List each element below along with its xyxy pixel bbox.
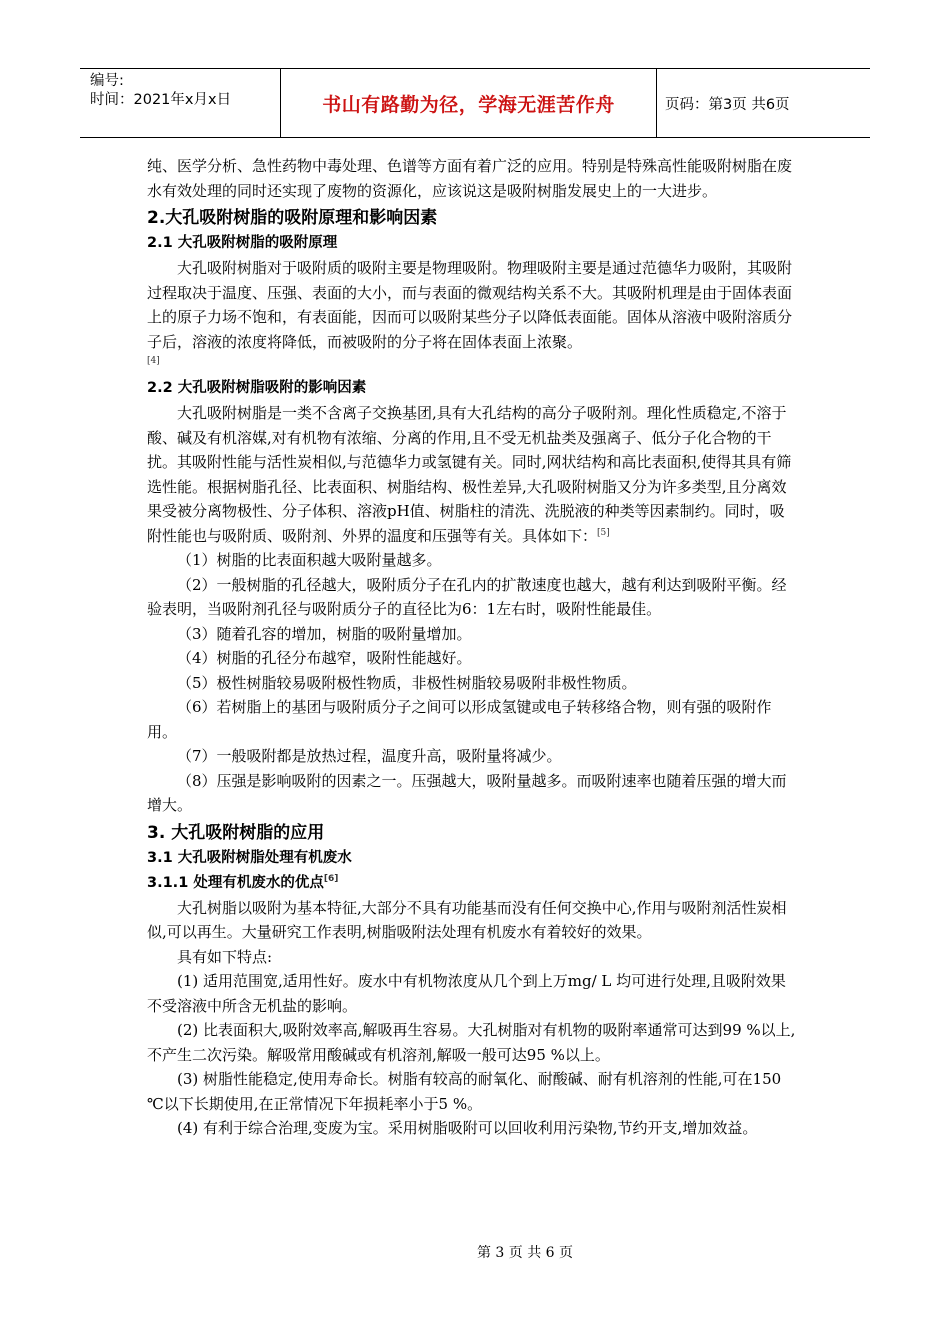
section-2-2-heading: 2.2 大孔吸附树脂吸附的影响因素 — [147, 380, 367, 396]
header-page-info: 页码：第3页 共6页 — [665, 96, 790, 113]
section-2-2-paragraph — [147, 401, 799, 548]
section-2-1-citation: [4] — [147, 356, 160, 366]
header-number-label: 编号: — [90, 73, 124, 89]
section-3-heading: 3. 大孔吸附树脂的应用 — [147, 822, 325, 843]
list-item: （8）压强是影响吸附的因素之一。压强越大，吸附量越多。而吸附速率也随着压强的增大而增大。 — [147, 771, 787, 814]
page-header — [80, 68, 870, 138]
section-3-1-heading: 3.1 大孔吸附树脂处理有机废水 — [147, 849, 352, 866]
list-item: (4) 有利于综合治理,变废为宝。采用树脂吸附可以回收利用污染物,节约开支,增加效益。 — [177, 1119, 758, 1137]
section-3-1-1-lead: 具有如下特点: — [177, 947, 273, 966]
header-time-label: 时间：2021年x月x日 — [90, 92, 232, 108]
header-motto: 书山有路勤为径，学海无涯苦作舟 — [280, 69, 657, 137]
list-item: （7）一般吸附都是放热过程，温度升高，吸附量将减少。 — [177, 747, 562, 765]
section-2-2-citation: [5] — [597, 527, 610, 538]
list-item: （4）树脂的孔径分布越窄，吸附性能越好。 — [177, 649, 472, 667]
section-2-1-paragraph — [147, 256, 799, 354]
intro-paragraph: 纯、医学分析、急性药物中毒处理、色谱等方面有着广泛的应用。特别是特殊高性能吸附树脂在废水有效处理的同时还实现了废物的资源化，应该说这是吸附树脂发展史上的一大进步。 — [147, 157, 793, 200]
section-2-heading: 2.大孔吸附树脂的吸附原理和影响因素 — [147, 208, 438, 228]
footer-page-label: 第 3 页 共 6 页 — [476, 1245, 574, 1261]
section-2-1-heading: 2.1 大孔吸附树脂的吸附原理 — [147, 235, 338, 251]
list-item: （6）若树脂上的基团与吸附质分子之间可以形成氢键或电子转移络合物，则有强的吸附作用。 — [147, 698, 772, 741]
list-item: （1）树脂的比表面积越大吸附量越多。 — [177, 551, 442, 569]
document-body — [147, 154, 799, 1141]
section-3-1-1-heading — [147, 871, 799, 896]
list-item: （2）一般树脂的孔径越大，吸附质分子在孔内的扩散速度也越大，越有利达到吸附平衡。经验表明，当吸附剂孔径与吸附质分子的直径比为6：1左右时，吸附性能最佳。 — [147, 575, 787, 618]
list-item: (1) 适用范围宽,适用性好。废水中有机物浓度从几个到上万mg/ L 均可进行处理,且吸附效果不受溶液中所含无机盐的影响。 — [147, 972, 786, 1015]
section-2-1-text: 大孔吸附树脂对于吸附质的吸附主要是物理吸附。物理吸附主要是通过范德华力吸附，其吸附过程取决于温度、压强、表面的大小，而与表面的微观结构关系不大。其吸附机理是由于固体表面上的原子力场不饱和，有表面能，因而可以吸附某些分子以降低表面能。固体从溶液中吸附溶质分子后，溶液的浓度将降低，而被吸附的分子将在固体表面上浓聚。 — [147, 259, 793, 351]
section-3-1-1-citation: [6] — [323, 873, 339, 884]
section-3-1-1-paragraph: 大孔树脂以吸附为基本特征,大部分不具有功能基而没有任何交换中心,作用与吸附剂活性炭相似,可以再生。大量研究工作表明,树脂吸附法处理有机废水有着较好的效果。 — [147, 898, 787, 941]
list-item: （3）随着孔容的增加，树脂的吸附量增加。 — [177, 624, 472, 643]
section-3-1-1-title: 3.1.1 处理有机废水的优点 — [147, 874, 324, 891]
section-2-2-text: 大孔吸附树脂是一类不含离子交换基团,具有大孔结构的高分子吸附剂。理化性质稳定,不溶于酸、碱及有机溶媒,对有机物有浓缩、分离的作用,且不受无机盐类及强离子、低分子化合物的干扰。其吸附性能与活性炭相似,与范德华力或氢键有关。同时,网状结构和高比表面积,使得其具有筛选性能。根据树脂孔径、比表面积、树脂结构、极性差异,大孔吸附树脂又分为许多类型,且分离效果受被分离物极性、分子体积、溶液pH值、树脂柱的清洗、洗脱液的种类等因素制约。同时，吸附性能也与吸附质、吸附剂、外界的温度和压强等有关。具体如下： — [147, 404, 792, 545]
page-footer — [0, 1242, 950, 1262]
list-item: (3) 树脂性能稳定,使用寿命长。树脂有较高的耐氧化、耐酸碱、耐有机溶剂的性能,可在150 ℃以下长期使用,在正常情况下年损耗率小于5 %。 — [147, 1070, 782, 1113]
list-item: (2) 比表面积大,吸附效率高,解吸再生容易。大孔树脂对有机物的吸附率通常可达到99 %以上,不产生二次污染。解吸常用酸碱或有机溶剂,解吸一般可达95 %以上。 — [147, 1021, 796, 1064]
list-item: （5）极性树脂较易吸附极性物质，非极性树脂较易吸附非极性物质。 — [177, 673, 637, 692]
header-meta — [80, 69, 280, 137]
